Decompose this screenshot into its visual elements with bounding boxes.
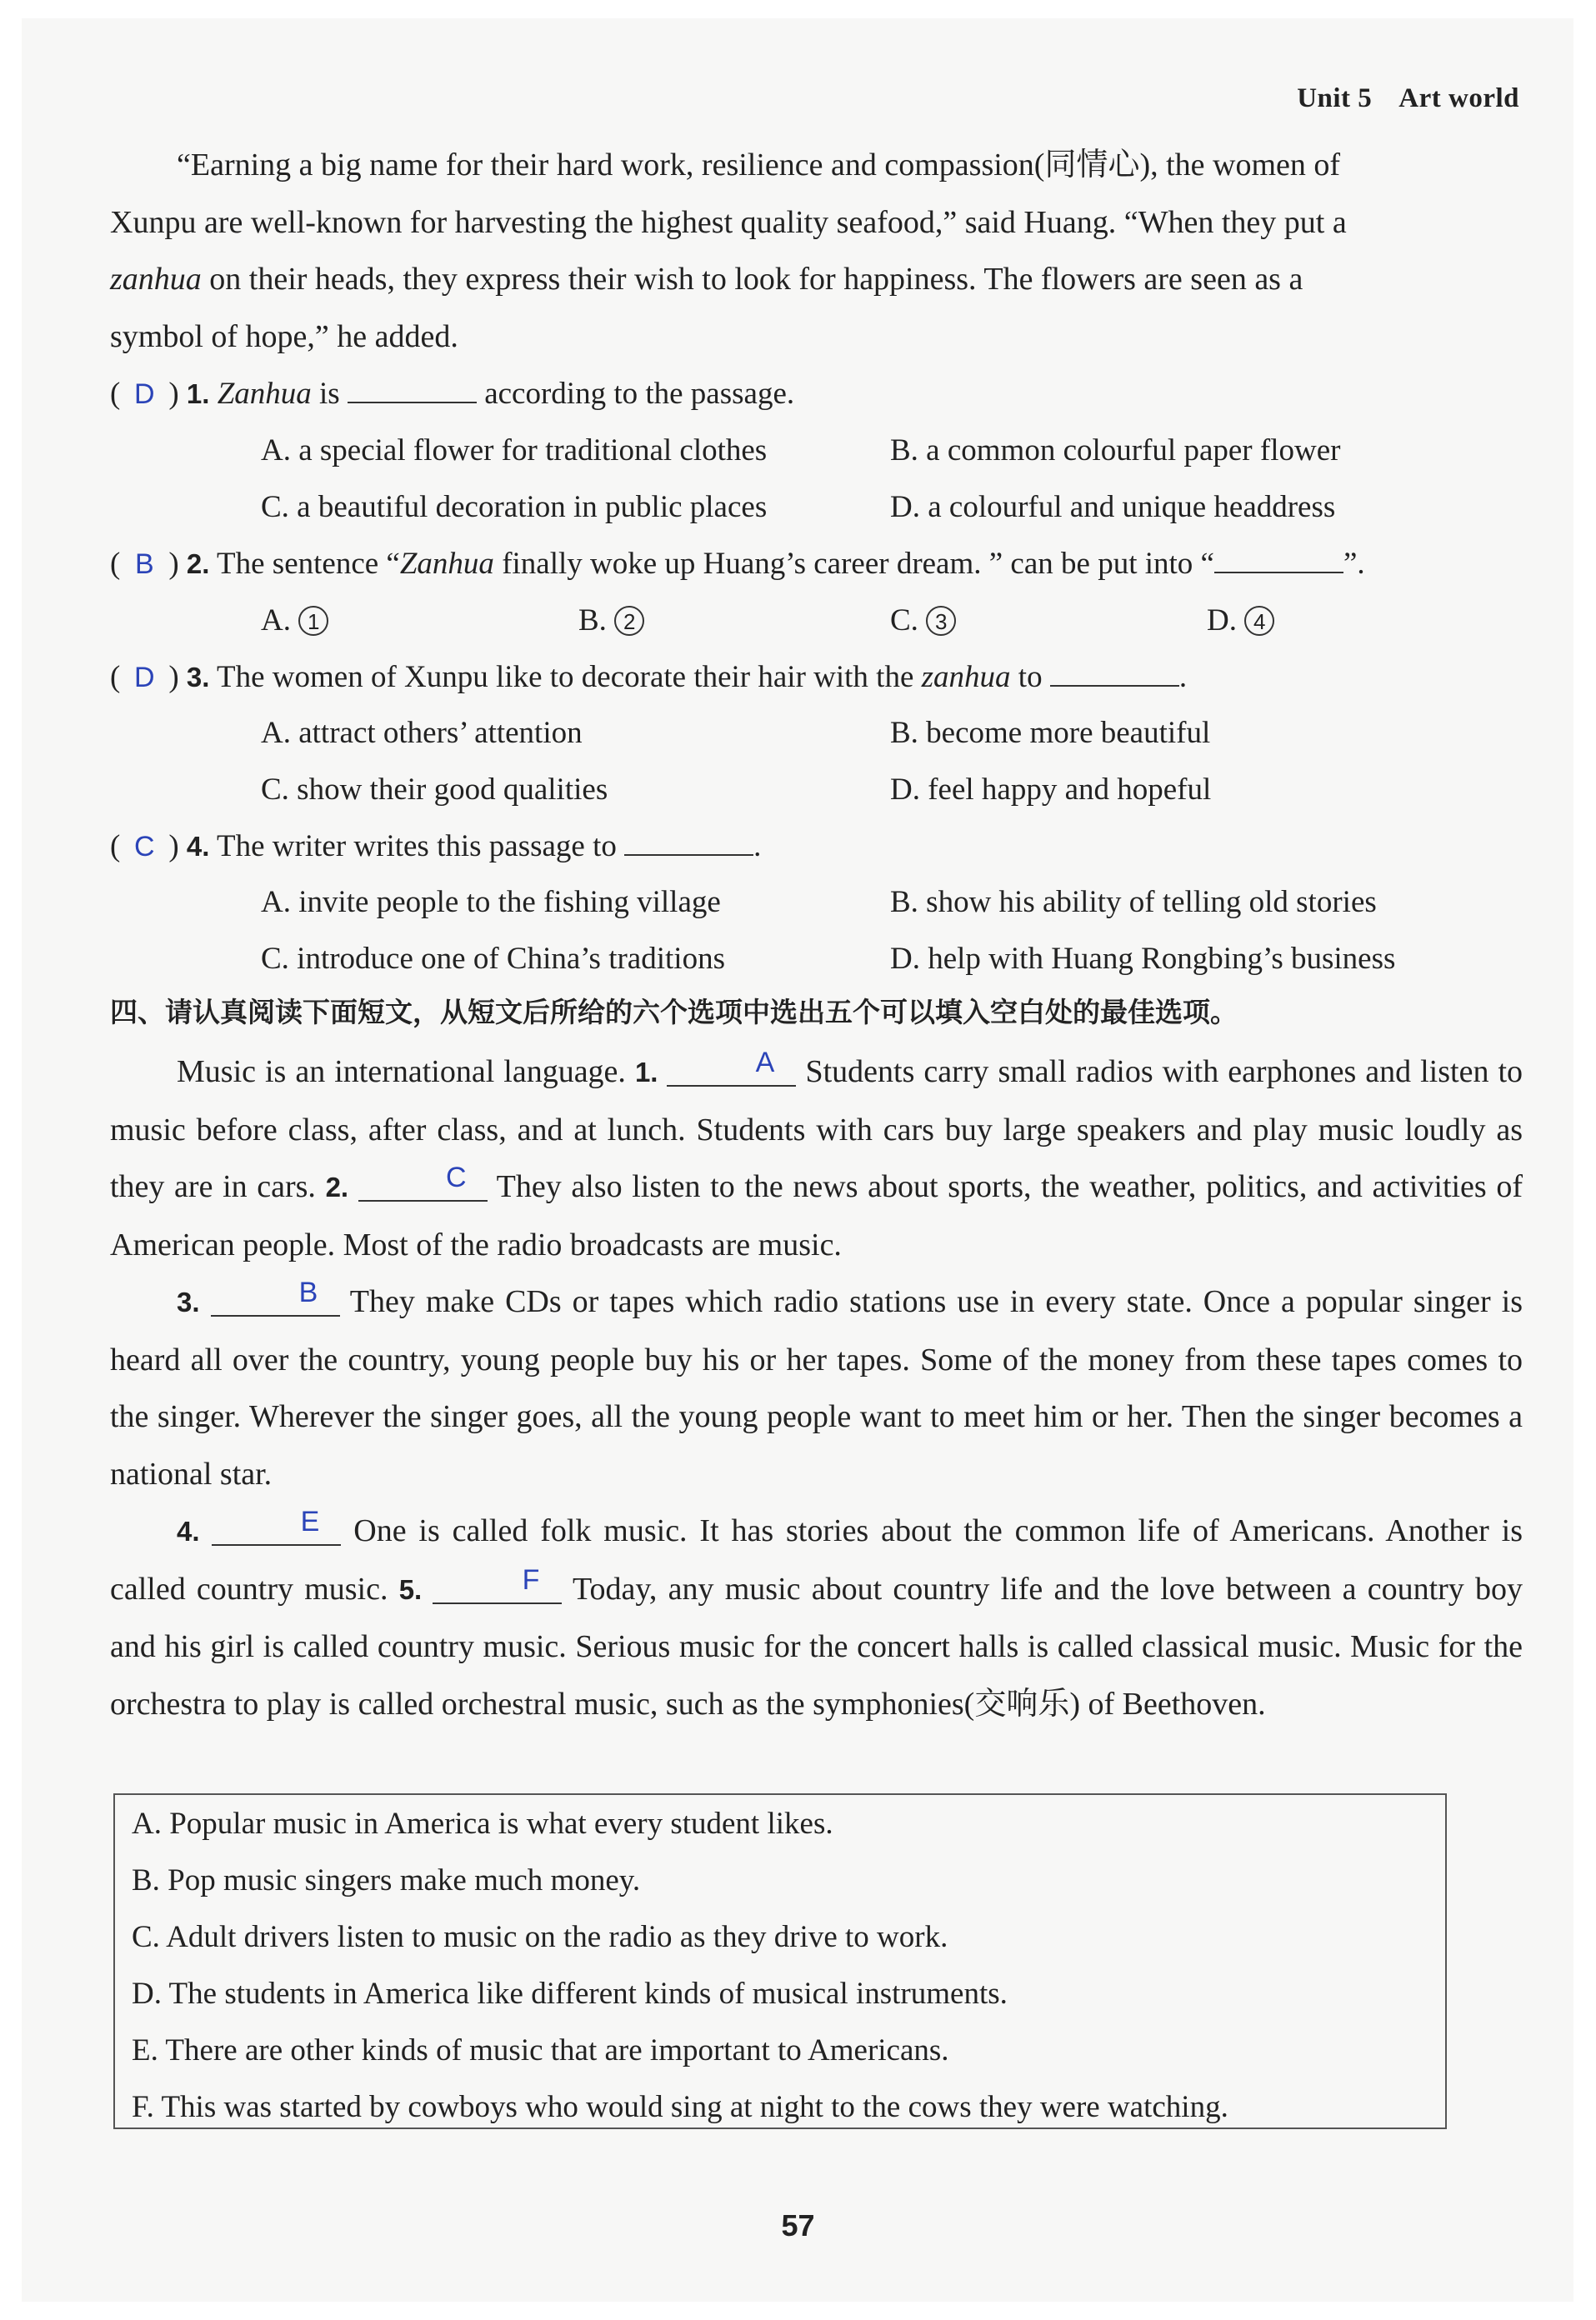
answer-blank-5[interactable]: F: [433, 1577, 562, 1604]
choice-c[interactable]: C. Adult drivers listen to music on the radio as they drive to work.: [132, 1920, 948, 1954]
passage-line: symbol of hope,” he added.: [110, 318, 458, 354]
option-c[interactable]: C. show their good qualities: [261, 772, 608, 807]
page-number: 57: [781, 2208, 815, 2242]
section-title: 四、请认真阅读下面短文，从短文后所给的六个选项中选出五个可以填入空白处的最佳选项。: [110, 996, 1238, 1028]
passage-line: Xunpu are well-known for harvesting the highest quality seafood,” said Huang. “When they put a: [110, 204, 1347, 240]
answer-blank-2[interactable]: C: [358, 1174, 488, 1202]
answer-mark: B: [134, 548, 154, 580]
answer-blank[interactable]: [348, 377, 477, 403]
choice-d[interactable]: D. The students in America like different kinds of musical instruments.: [132, 1977, 1008, 2011]
option-b[interactable]: B. show his ability of telling old stories: [890, 885, 1377, 919]
option-c[interactable]: C. 3: [890, 600, 956, 642]
option-c[interactable]: C. introduce one of China’s traditions: [261, 942, 725, 976]
option-a[interactable]: A. a special flower for traditional clothes: [261, 433, 768, 468]
answer-blank[interactable]: [624, 829, 753, 856]
choice-b[interactable]: B. Pop music singers make much money.: [132, 1863, 641, 1898]
passage-line: “Earning a big name for their hard work, resilience and compassion(同情心), the women of: [177, 148, 1341, 182]
paragraph-2: 3. B They make CDs or tapes which radio stations use in every state. Once a popular singer is heard all over the country, young people buy his or her tapes. Some of the money from these tapes comes to the singer. Wherever the singer goes, all the young people want to meet him or her. Then the singer becomes a national star.: [110, 1277, 1523, 1492]
option-b[interactable]: B. a common colourful paper flower: [890, 433, 1341, 468]
music-passage: [110, 1043, 1523, 1732]
choice-a[interactable]: A. Popular music in America is what every student likes.: [132, 1807, 833, 1841]
option-a[interactable]: A. invite people to the fishing village: [261, 885, 721, 919]
answer-blank-3[interactable]: B: [211, 1289, 340, 1317]
answer-mark: D: [134, 662, 155, 693]
paragraph-1: Music is an international language. 1. A Students carry small radios with earphones and listen to music before class, after class, and at lunch. Students with cars buy large speakers and play music loudly as they are in cars. 2. C They also listen to the news about sports, the weather, politics, and activities of American people. Most of the radio broadcasts are music.: [110, 1047, 1523, 1262]
question-2: ( B ) 2. The sentence “Zanhua finally woke up Huang’s career dream. ” can be put into “ ”.: [110, 543, 1365, 585]
unit-label: Unit 5: [1297, 83, 1373, 113]
option-d[interactable]: D. a colourful and unique headdress: [890, 490, 1336, 524]
option-c[interactable]: C. a beautiful decoration in public places: [261, 490, 768, 524]
answer-blank-4[interactable]: E: [212, 1518, 341, 1546]
passage-line: zanhua on their heads, they express their wish to look for happiness. The flowers are seen as a: [110, 262, 1303, 297]
paragraph-3: 4. E One is called folk music. It has stories about the common life of Americans. Another is called country music. 5. F Today, any music about country life and the love between a country boy and his girl is called country music. Serious music for the concert halls is called classical music. Music for the orchestra to play is called orchestral music, such as the symphonies(交响乐) of Beethoven.: [110, 1506, 1523, 1722]
choices-box: [113, 1793, 1447, 2129]
answer-blank-1[interactable]: A: [667, 1059, 796, 1087]
answer-blank[interactable]: [1050, 660, 1179, 687]
question-4: ( C ) 4. The writer writes this passage to .: [110, 826, 761, 868]
answer-blank[interactable]: [1214, 547, 1343, 573]
option-b[interactable]: B. become more beautiful: [890, 716, 1211, 750]
unit-title: Art world: [1398, 83, 1519, 113]
question-1: ( D ) 1. Zanhua is according to the passage.: [110, 373, 794, 415]
answer-mark: C: [134, 831, 155, 862]
passage-ending: [110, 137, 1523, 365]
question-3: ( D ) 3. The women of Xunpu like to decorate their hair with the zanhua to .: [110, 657, 1187, 698]
unit-header: [1297, 83, 1519, 114]
option-b[interactable]: B. 2: [578, 600, 644, 642]
option-a[interactable]: A. 1: [261, 600, 328, 642]
choice-f[interactable]: F. This was started by cowboys who would sing at night to the cows they were watching.: [132, 2090, 1228, 2124]
option-d[interactable]: D. 4: [1207, 600, 1274, 642]
option-a[interactable]: A. attract others’ attention: [261, 716, 583, 750]
option-d[interactable]: D. help with Huang Rongbing’s business: [890, 942, 1396, 976]
option-d[interactable]: D. feel happy and hopeful: [890, 772, 1212, 807]
answer-mark: D: [134, 378, 155, 410]
choice-e[interactable]: E. There are other kinds of music that are important to Americans.: [132, 2033, 949, 2068]
